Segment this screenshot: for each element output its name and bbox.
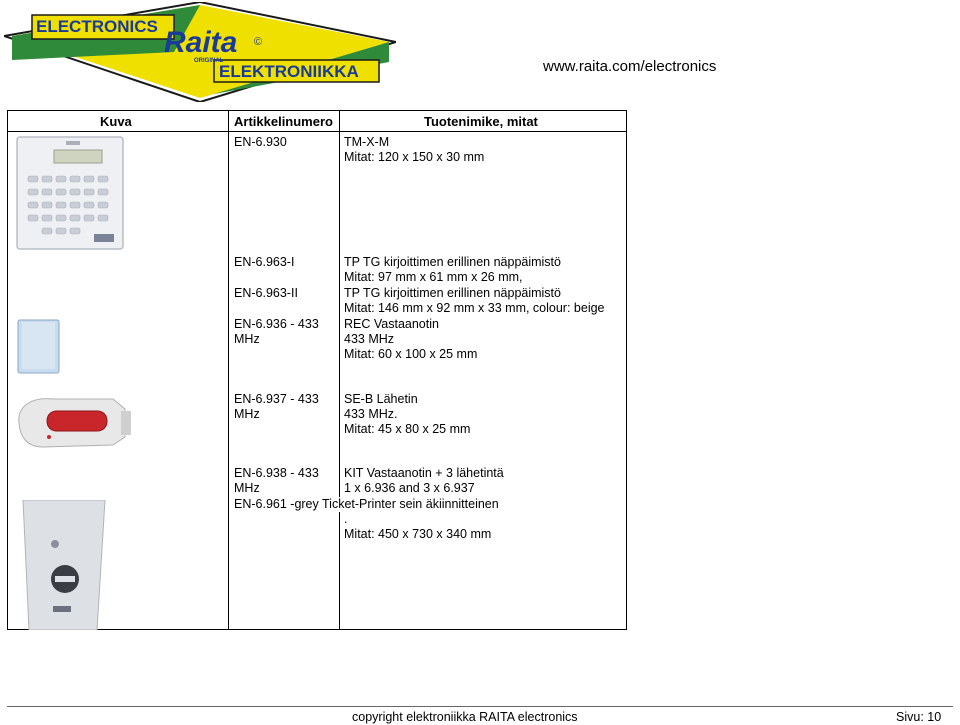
product-desc: Mitat: 120 x 150 x 30 mm: [344, 150, 485, 164]
logo-text-electronics: ELECTRONICS: [36, 17, 158, 36]
logo-registered: ©: [254, 36, 263, 48]
product-desc: TP TG kirjoittimen erillinen näppäimistö: [344, 286, 561, 300]
article-number: EN-6.930: [234, 135, 287, 149]
product-desc: KIT Vastaanotin + 3 lähetintä: [344, 466, 504, 480]
footer-copyright: copyright elektroniikka RAITA electronics: [352, 710, 578, 724]
article-number: EN-6.936 - 433: [234, 317, 319, 331]
header-kuva: Kuva: [100, 114, 132, 129]
receiver-image: [17, 319, 60, 374]
product-desc: REC Vastaanotin: [344, 317, 439, 331]
article-number: EN-6.937 - 433: [234, 392, 319, 406]
keypad-terminal-image: [14, 134, 127, 252]
header-article: Artikkelinumero: [234, 114, 333, 129]
header-name: Tuotenimike, mitat: [424, 114, 538, 129]
raita-logo: [4, 2, 396, 102]
article-number: EN-6.963-I: [234, 255, 295, 269]
product-desc: Mitat: 45 x 80 x 25 mm: [344, 422, 471, 436]
ticket-printer-image: [17, 500, 109, 630]
product-desc: Mitat: 146 mm x 92 mm x 33 mm, colour: beige: [344, 301, 605, 315]
article-number: EN-6.963-II: [234, 286, 298, 300]
product-desc: Mitat: 97 mm x 61 mm x 26 mm,: [344, 270, 523, 284]
article-number: MHz: [234, 481, 260, 495]
transmitter-image: [13, 393, 133, 450]
product-desc: TM-X-M: [344, 135, 390, 149]
logo-text-brand: Raita: [164, 26, 238, 59]
product-desc: 1 x 6.936 and 3 x 6.937: [344, 481, 475, 495]
footer-page-number: Sivu: 10: [896, 710, 942, 724]
logo-text-original: ORIGINAL: [194, 58, 224, 64]
article-number: EN-6.938 - 433: [234, 466, 319, 480]
article-number: MHz: [234, 407, 260, 421]
logo-text-elektroniikka: ELEKTRONIIKKA: [219, 62, 359, 81]
footer-rule: [7, 706, 953, 707]
product-desc: SE-B Lähetin: [344, 392, 418, 406]
product-desc: 433 MHz: [344, 332, 395, 346]
product-desc: .: [344, 512, 348, 526]
website-url: www.raita.com/electronics: [543, 58, 717, 75]
product-desc: TP TG kirjoittimen erillinen näppäimistö: [344, 255, 561, 269]
article-number: MHz: [234, 332, 260, 346]
product-desc: 433 MHz.: [344, 407, 398, 421]
article-number: EN-6.961 -grey Ticket-Printer sein äkiinnitteinen: [234, 497, 499, 511]
product-desc: Mitat: 60 x 100 x 25 mm: [344, 347, 478, 361]
product-desc: Mitat: 450 x 730 x 340 mm: [344, 527, 492, 541]
